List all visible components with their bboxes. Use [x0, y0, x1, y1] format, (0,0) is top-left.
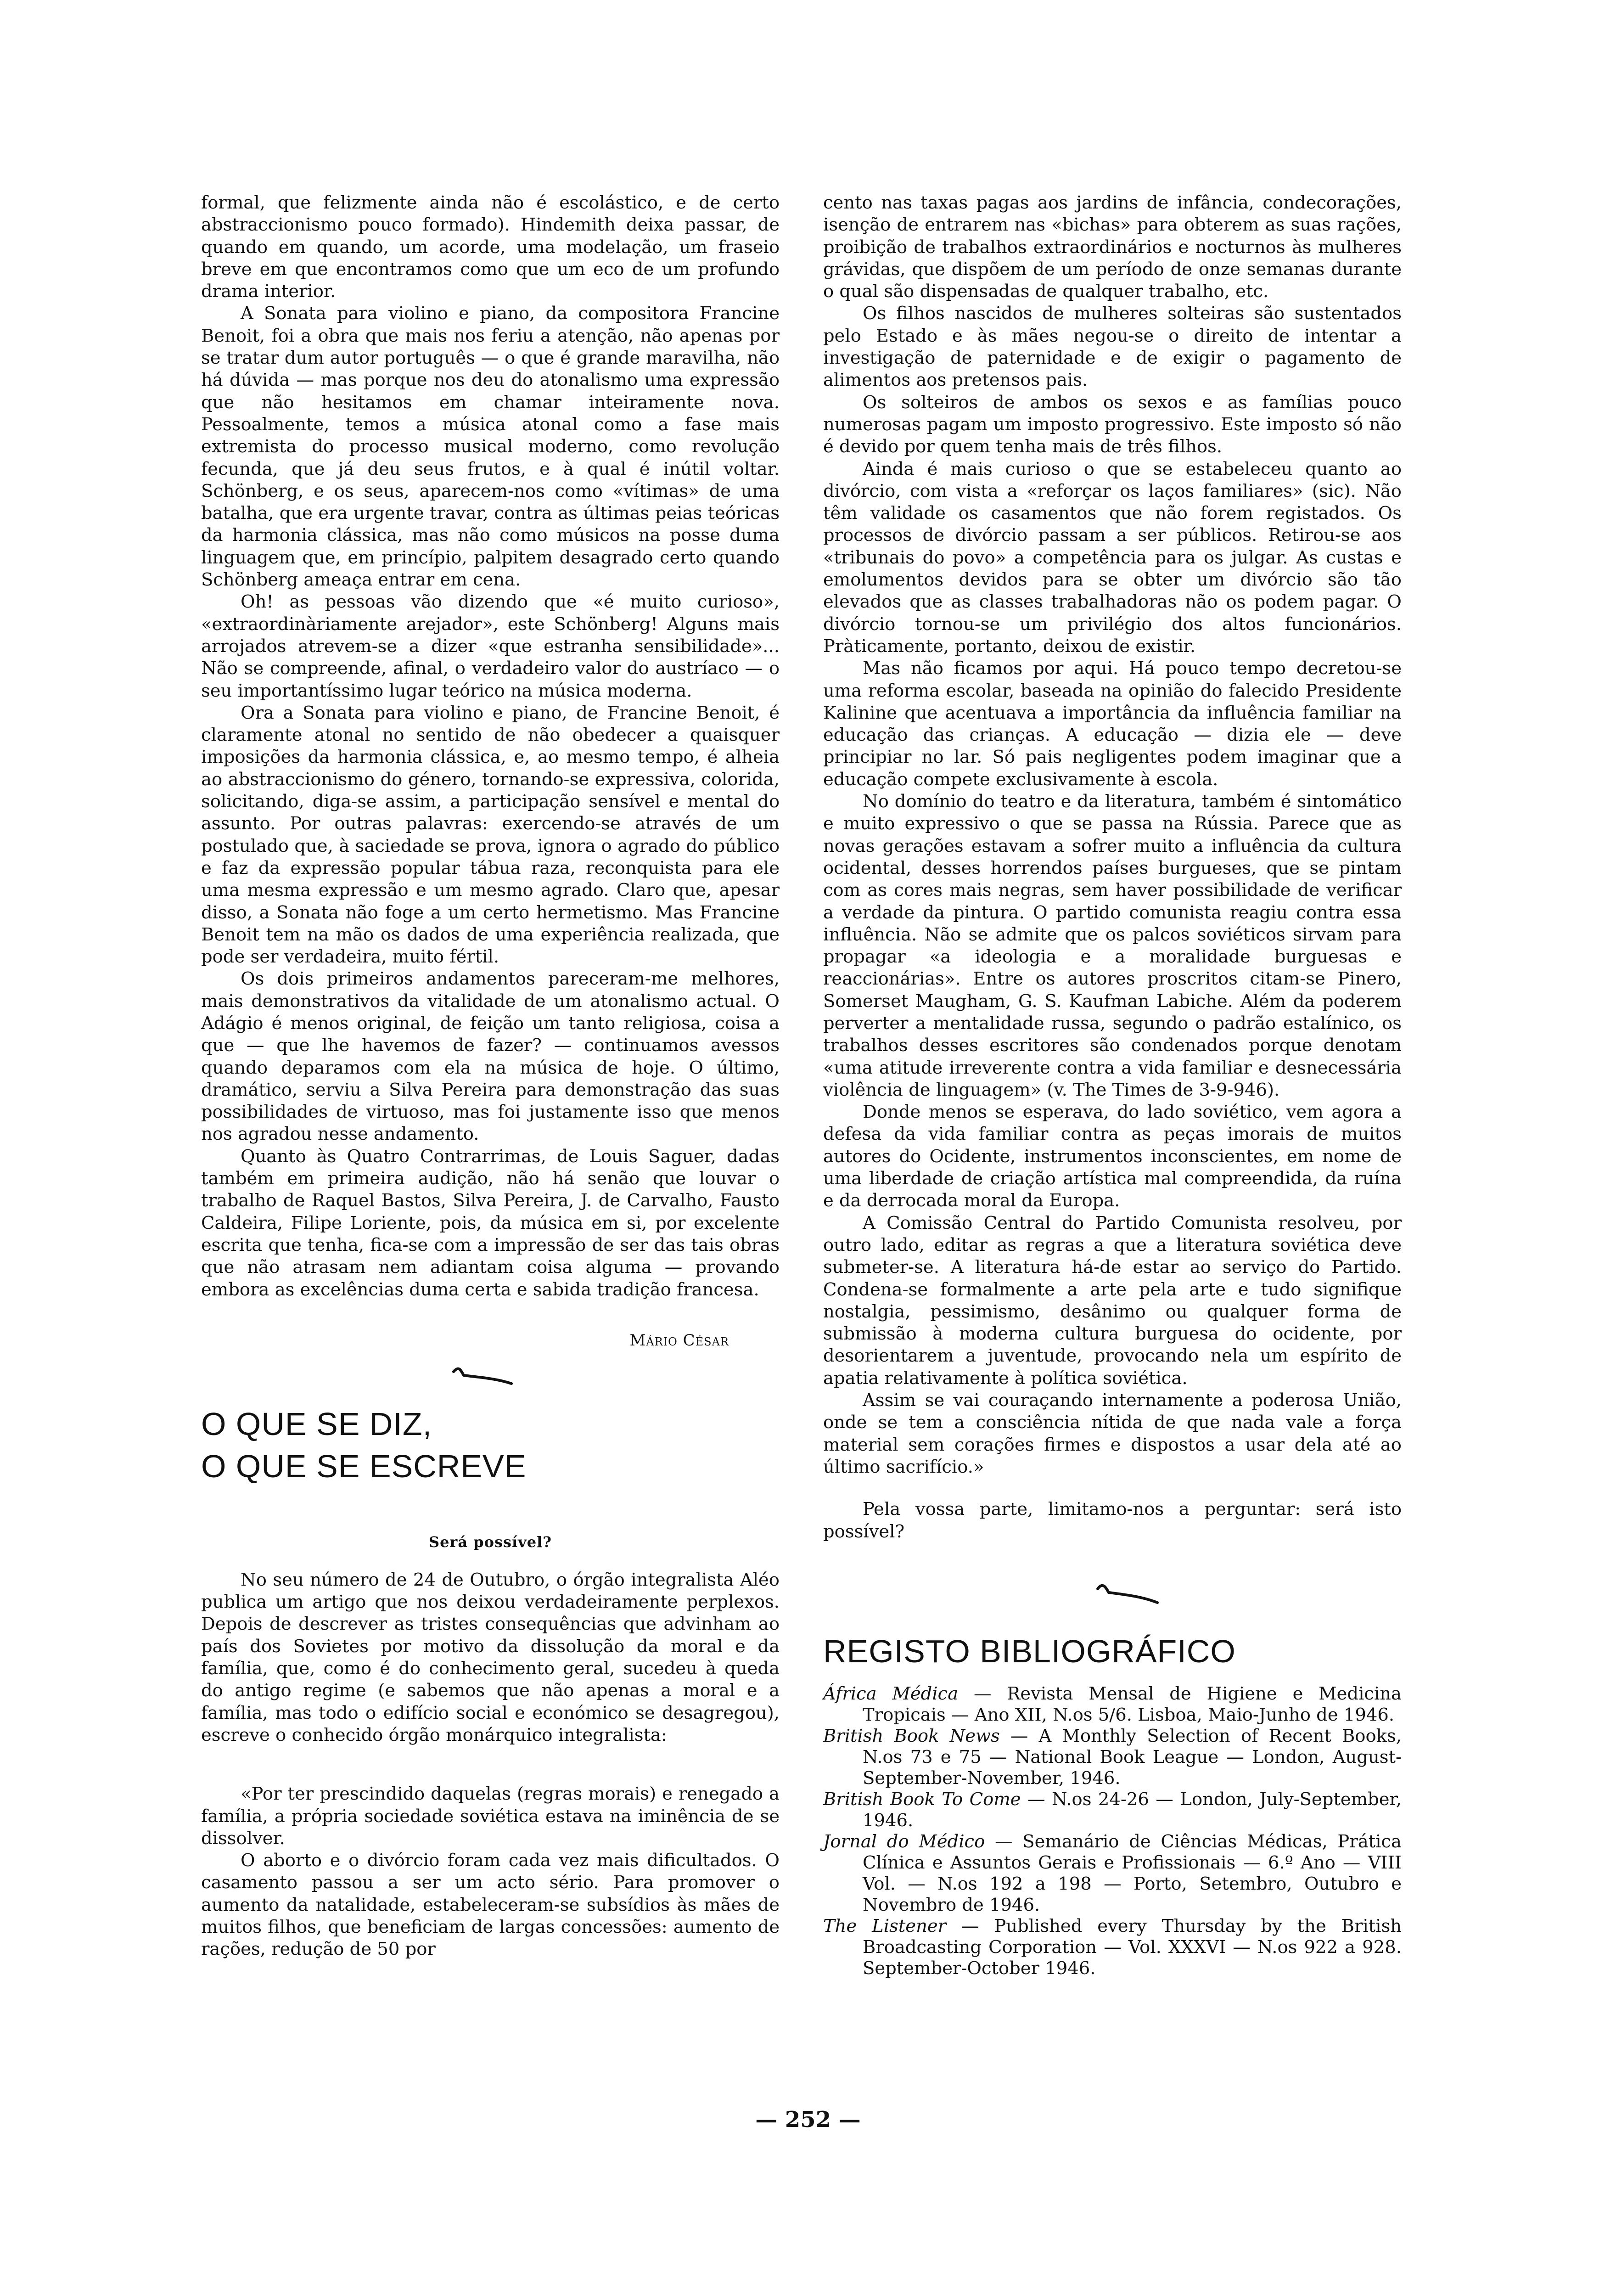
quote-paragraph: Donde menos se esperava, do lado soviético, vem agora a defesa da vida familiar contra as peças imorais de muitos autores do Ocidente, instrumentos inconscientes, em nome de uma liberdade de criação artística mal compreendida, da ruína e da derrocada moral da Europa. [823, 1102, 1402, 1211]
section-title-line: O QUE SE DIZ, [201, 1406, 432, 1442]
bibliography-entry [823, 1683, 1402, 1726]
section-title [201, 1403, 780, 1487]
bibliography-list [823, 1683, 1402, 1979]
paragraph: Ora a Sonata para violino e piano, de Francine Benoit, é claramente atonal no sentido de não obedecer a quaisquer imposições da harmonia clássica, e, ao mesmo tempo, é alheia ao abstraccionismo do género, tornando-se expressiva, colorida, solicitando, diga-se assim, a participação sensível e mental do assunto. Por outras palavras: exercendo-se através de um postulado que, à saciedade se prova, ignora o agrado do público e faz da expressão popular tábua raza, reconquista para ele uma mesma expressão e um mesmo agrado. Claro que, apesar disso, a Sonata não foge a um certo hermetismo. Mas Francine Benoit tem na mão os dados de uma experiência realizada, que pode ser verdadeira, muito fértil. [201, 702, 780, 968]
closing-question: Pela vossa parte, limitamo-nos a perguntar: será isto possível? [823, 1499, 1402, 1542]
bibliography-entry-text: — Semanário de Ciências Médicas, Prática Clínica e Assuntos Gerais e Profissionais — 6.º Ano — VIII Vol. — N.os 192 a 198 — Porto, Setembro, Outubro e Novembro de 1946. [863, 1831, 1402, 1915]
bibliography-entry-title: British Book To Come [823, 1789, 1021, 1810]
bibliography-entry-title: África Médica [823, 1683, 959, 1704]
intro-paragraph: No seu número de 24 de Outubro, o órgão integralista Aléo publica um artigo que nos deixou verdadeiramente perplexos. Depois de descrever as tristes consequências que advinham ao país dos Sovietes por motivo da dissolução da moral e da família, que, como é do conhecimento geral, sucedeu à queda do antigo regime (e sabemos que não apenas a moral e a família, mas todo o edifício social e económico se desagregou), escreve o conhecido órgão monárquico integralista: [201, 1569, 780, 1745]
section-flourish-icon [823, 1561, 1402, 1612]
section-title-line: O QUE SE ESCREVE [201, 1448, 527, 1484]
author-signature: Mário César [629, 1331, 729, 1350]
bibliography-entry [823, 1726, 1402, 1789]
bibliography-title: REGISTO BIBLIOGRÁFICO [823, 1633, 1236, 1669]
bibliography-entry-text: — Revista Mensal de Higiene e Medicina Tropicais — Ano XII, N.os 5/6. Lisboa, Maio-Junho de 1946. [863, 1683, 1402, 1725]
paragraph: Quanto às Quatro Contrarrimas, de Louis Saguer, dadas também em primeira audição, não há senão que louvar o trabalho de Raquel Bastos, Silva Pereira, J. de Carvalho, Fausto Caldeira, Filipe Loriente, pois, da música em si, por excelente escrita que tenha, fica-se com a impressão de ser das tais obras que não atrasam nem adiantam coisa alguma — provando embora as excelências duma certa e sabida tradição francesa. [201, 1146, 780, 1300]
quote-paragraph: Assim se vai couraçando internamente a poderosa União, onde se tem a consciência nítida de que nada vale a força material sem corações firmes e dispostos a usar dela até ao último sacrifício.» [823, 1390, 1402, 1477]
quote-paragraph: Ainda é mais curioso o que se estabeleceu quanto ao divórcio, com vista a «reforçar os laços familiares» (sic). Não têm validade os casamentos que não forem registados. Os processos de divórcio passam a ser públicos. Retirou-se aos «tribunais do povo» a competência para os julgar. As custas e emolumentos devidos para se obter um divórcio são tão elevados que as classes trabalhadoras não os podem pagar. O divórcio tornou-se um privilégio dos altos funcionários. Pràticamente, portanto, deixou de existir. [823, 458, 1402, 657]
bibliography-entry-text: — N.os 24-26 — London, July-September, 1946. [863, 1789, 1402, 1831]
quote-paragraph: cento nas taxas pagas aos jardins de infância, condecorações, isenção de entrarem nas «bichas» para obterem as suas rações, proibição de trabalhos extraordinários e nocturnos às mulheres grávidas, que dispõem de um período de onze semanas durante o qual são dispensadas de qualquer trabalho, etc. [823, 192, 1402, 302]
quote-paragraph: A Comissão Central do Partido Comunista resolveu, por outro lado, editar as regras a que a literatura soviética deve submeter-se. A literatura há-de estar ao serviço do Partido. Condena-se formalmente a arte pela arte e tudo signifique nostalgia, pessimismo, desânimo ou qualquer forma de submissão à moderna cultura burguesa do ocidente, por desorientarem a juventude, provocando nela um espírito de apatia relativamente à política soviética. [823, 1212, 1402, 1389]
paragraph: formal, que felizmente ainda não é escolástico, e de certo abstraccionismo pouco formado). Hindemith deixa passar, de quando em quando, um acorde, uma modelação, um fraseio breve em que encontramos como que um eco de um profundo drama interior. [201, 192, 780, 302]
bibliography-entry-text: — A Monthly Selection of Recent Books, N.os 73 e 75 — National Book League — London, August-September-November, 1946. [863, 1725, 1402, 1789]
quote-paragraph: O aborto e o divórcio foram cada vez mais dificultados. O casamento passou a ser um acto sério. Para promover o aumento da natalidade, estabeleceram-se subsídios às mães de muitos filhos, que beneficiam de largas concessões: aumento de rações, redução de 50 por [201, 1850, 780, 1960]
quote-paragraph: «Por ter prescindido daquelas (regras morais) e renegado a família, a própria sociedade soviética estava na iminência de se dissolver. [201, 1784, 780, 1849]
quote-paragraph: Os filhos nascidos de mulheres solteiras são sustentados pelo Estado e às mães negou-se o direito de intentar a investigação de paternidade e de exigir o pagamento de alimentos aos pretensos pais. [823, 303, 1402, 391]
page-number: — 252 — [755, 2107, 861, 2133]
right-column [823, 192, 1402, 1979]
paragraph: A Sonata para violino e piano, da compositora Francine Benoit, foi a obra que mais nos feriu a atenção, não apenas por se tratar dum autor português — o que é grande maravilha, não há dúvida — mas porque nos deu do atonalismo uma expressão que não hesitamos em chamar inteiramente nova. Pessoalmente, temos a música atonal como a fase mais extremista do processo musical moderno, como revolução fecunda, que já deu seus frutos, e à qual é inútil voltar. Schönberg, e os seus, aparecem-nos como «vítimas» de uma batalha, que era urgente travar, contra as últimas peias teóricas da harmonia clássica, mas não como músicos na posse duma linguagem que, em princípio, palpitem desagrado certo quando Schönberg ameaça entrar em cena. [201, 303, 780, 591]
left-column [201, 192, 780, 1961]
quote-paragraph: Os solteiros de ambos os sexos e as famílias pouco numerosas pagam um imposto progressivo. Este imposto só não é devido por quem tenha mais de três filhos. [823, 392, 1402, 457]
section-flourish-icon [201, 1350, 780, 1391]
paragraph: Os dois primeiros andamentos pareceram-me melhores, mais demonstrativos da vitalidade de um atonalismo actual. O Adágio é menos original, de feição um tanto religiosa, coisa a que — que lhe havemos de fazer? — continuamos avessos quando deparamos com ela na música de hoje. O último, dramático, serviu a Silva Pereira para demonstração das suas possibilidades de virtuoso, mas foi justamente isso que menos nos agradou nesse andamento. [201, 968, 780, 1145]
bibliography-entry-title: Jornal do Médico [823, 1831, 985, 1852]
paragraph: Oh! as pessoas vão dizendo que «é muito curioso», «extraordinàriamente arejador», este Schönberg! Alguns mais arrojados atrevem-se a dizer «que estranha sensibilidade»... Não se compreende, afinal, o verdadeiro valor do austríaco — o seu importantíssimo lugar teórico na música moderna. [201, 591, 780, 701]
bibliography-entry-title: British Book News [823, 1725, 1000, 1746]
bibliography-entry-text: — Published every Thursday by the British Broadcasting Corporation — Vol. XXXVI — N.os 922 a 928. September-October 1946. [863, 1915, 1402, 1979]
quote-paragraph: Mas não ficamos por aqui. Há pouco tempo decretou-se uma reforma escolar, baseada na opinião do falecido Presidente Kalinine que acentuava a importância da influência familiar na educação das crianças. A educação — dizia ele — deve principiar no lar. Só pais negligentes podem imaginar que a educação compete exclusivamente à escola. [823, 658, 1402, 790]
subheading: Será possível? [429, 1533, 552, 1551]
quote-paragraph: No domínio do teatro e da literatura, também é sintomático e muito expressivo o que se passa na Rússia. Parece que as novas gerações estavam a sofrer muito a influência da cultura ocidental, desses horrendos países burgueses, que se pintam com as cores mais negras, sem haver possibilidade de verificar a verdade da pintura. O partido comunista reagiu contra essa influência. Não se admite que os palcos soviéticos sirvam para propagar «a ideologia e a moralidade burguesas e reaccionárias». Entre os autores proscritos citam-se Pinero, Somerset Maugham, G. S. Kaufman Labiche. Além da poderem perverter a mentalidade russa, segundo o padrão estalínico, os trabalhos desses escritores são condenados porque denotam «uma atitude irreverente contra a vida familiar e desnecessária violência de linguagem» (v. The Times de 3-9-946). [823, 791, 1402, 1100]
bibliography-entry-title: The Listener [823, 1915, 947, 1936]
bibliography-entry [823, 1916, 1402, 1979]
bibliography-entry [823, 1789, 1402, 1831]
bibliography-entry [823, 1831, 1402, 1916]
